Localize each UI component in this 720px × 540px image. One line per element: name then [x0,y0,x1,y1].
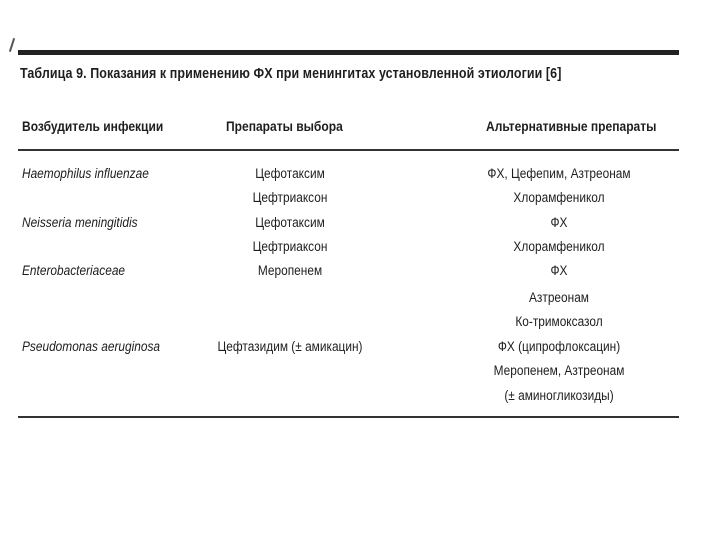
header-rule [18,149,679,151]
header-pathogen: Возбудитель инфекции [22,118,164,134]
organism-pseudomonas: Pseudomonas aeruginosa [22,339,161,354]
organism-haemophilus: Haemophilus influenzae [22,166,149,181]
document-page: Таблица 9. Показания к применению ФХ при менингитах установленной этиологии [6] Возбудитель инфекции Препараты выбора Альтернативные препараты Haemophilus influenzae Neisseria meningitidis Enterobacteriaceae Pseudomonas aeruginosa Цефотаксим Цефтриаксон Цефотаксим Цефтриаксон Меропенем Цефтазидим (± амикацин) ФХ, Цефепим, Азтреонам Хлорамфеникол ФХ Хлорамфеникол ФХ Азтреонам Ко-тримоксазол ФХ (ципрофлоксацин) Меропенем, Азтреонам (± аминогликозиды) [0,0,720,540]
table-top-rule [18,50,679,55]
header-alternative-drugs: Альтернативные препараты [486,118,657,134]
header-preferred-drugs: Препараты выбора [226,118,343,134]
organism-enterobacteriaceae: Enterobacteriaceae [22,263,126,278]
table-title: Таблица 9. Показания к применению ФХ при менингитах установленной этиологии [6] [20,66,562,82]
scan-edge-mark [9,38,15,52]
organism-neisseria: Neisseria meningitidis [22,215,138,230]
table-bottom-rule [18,416,679,418]
